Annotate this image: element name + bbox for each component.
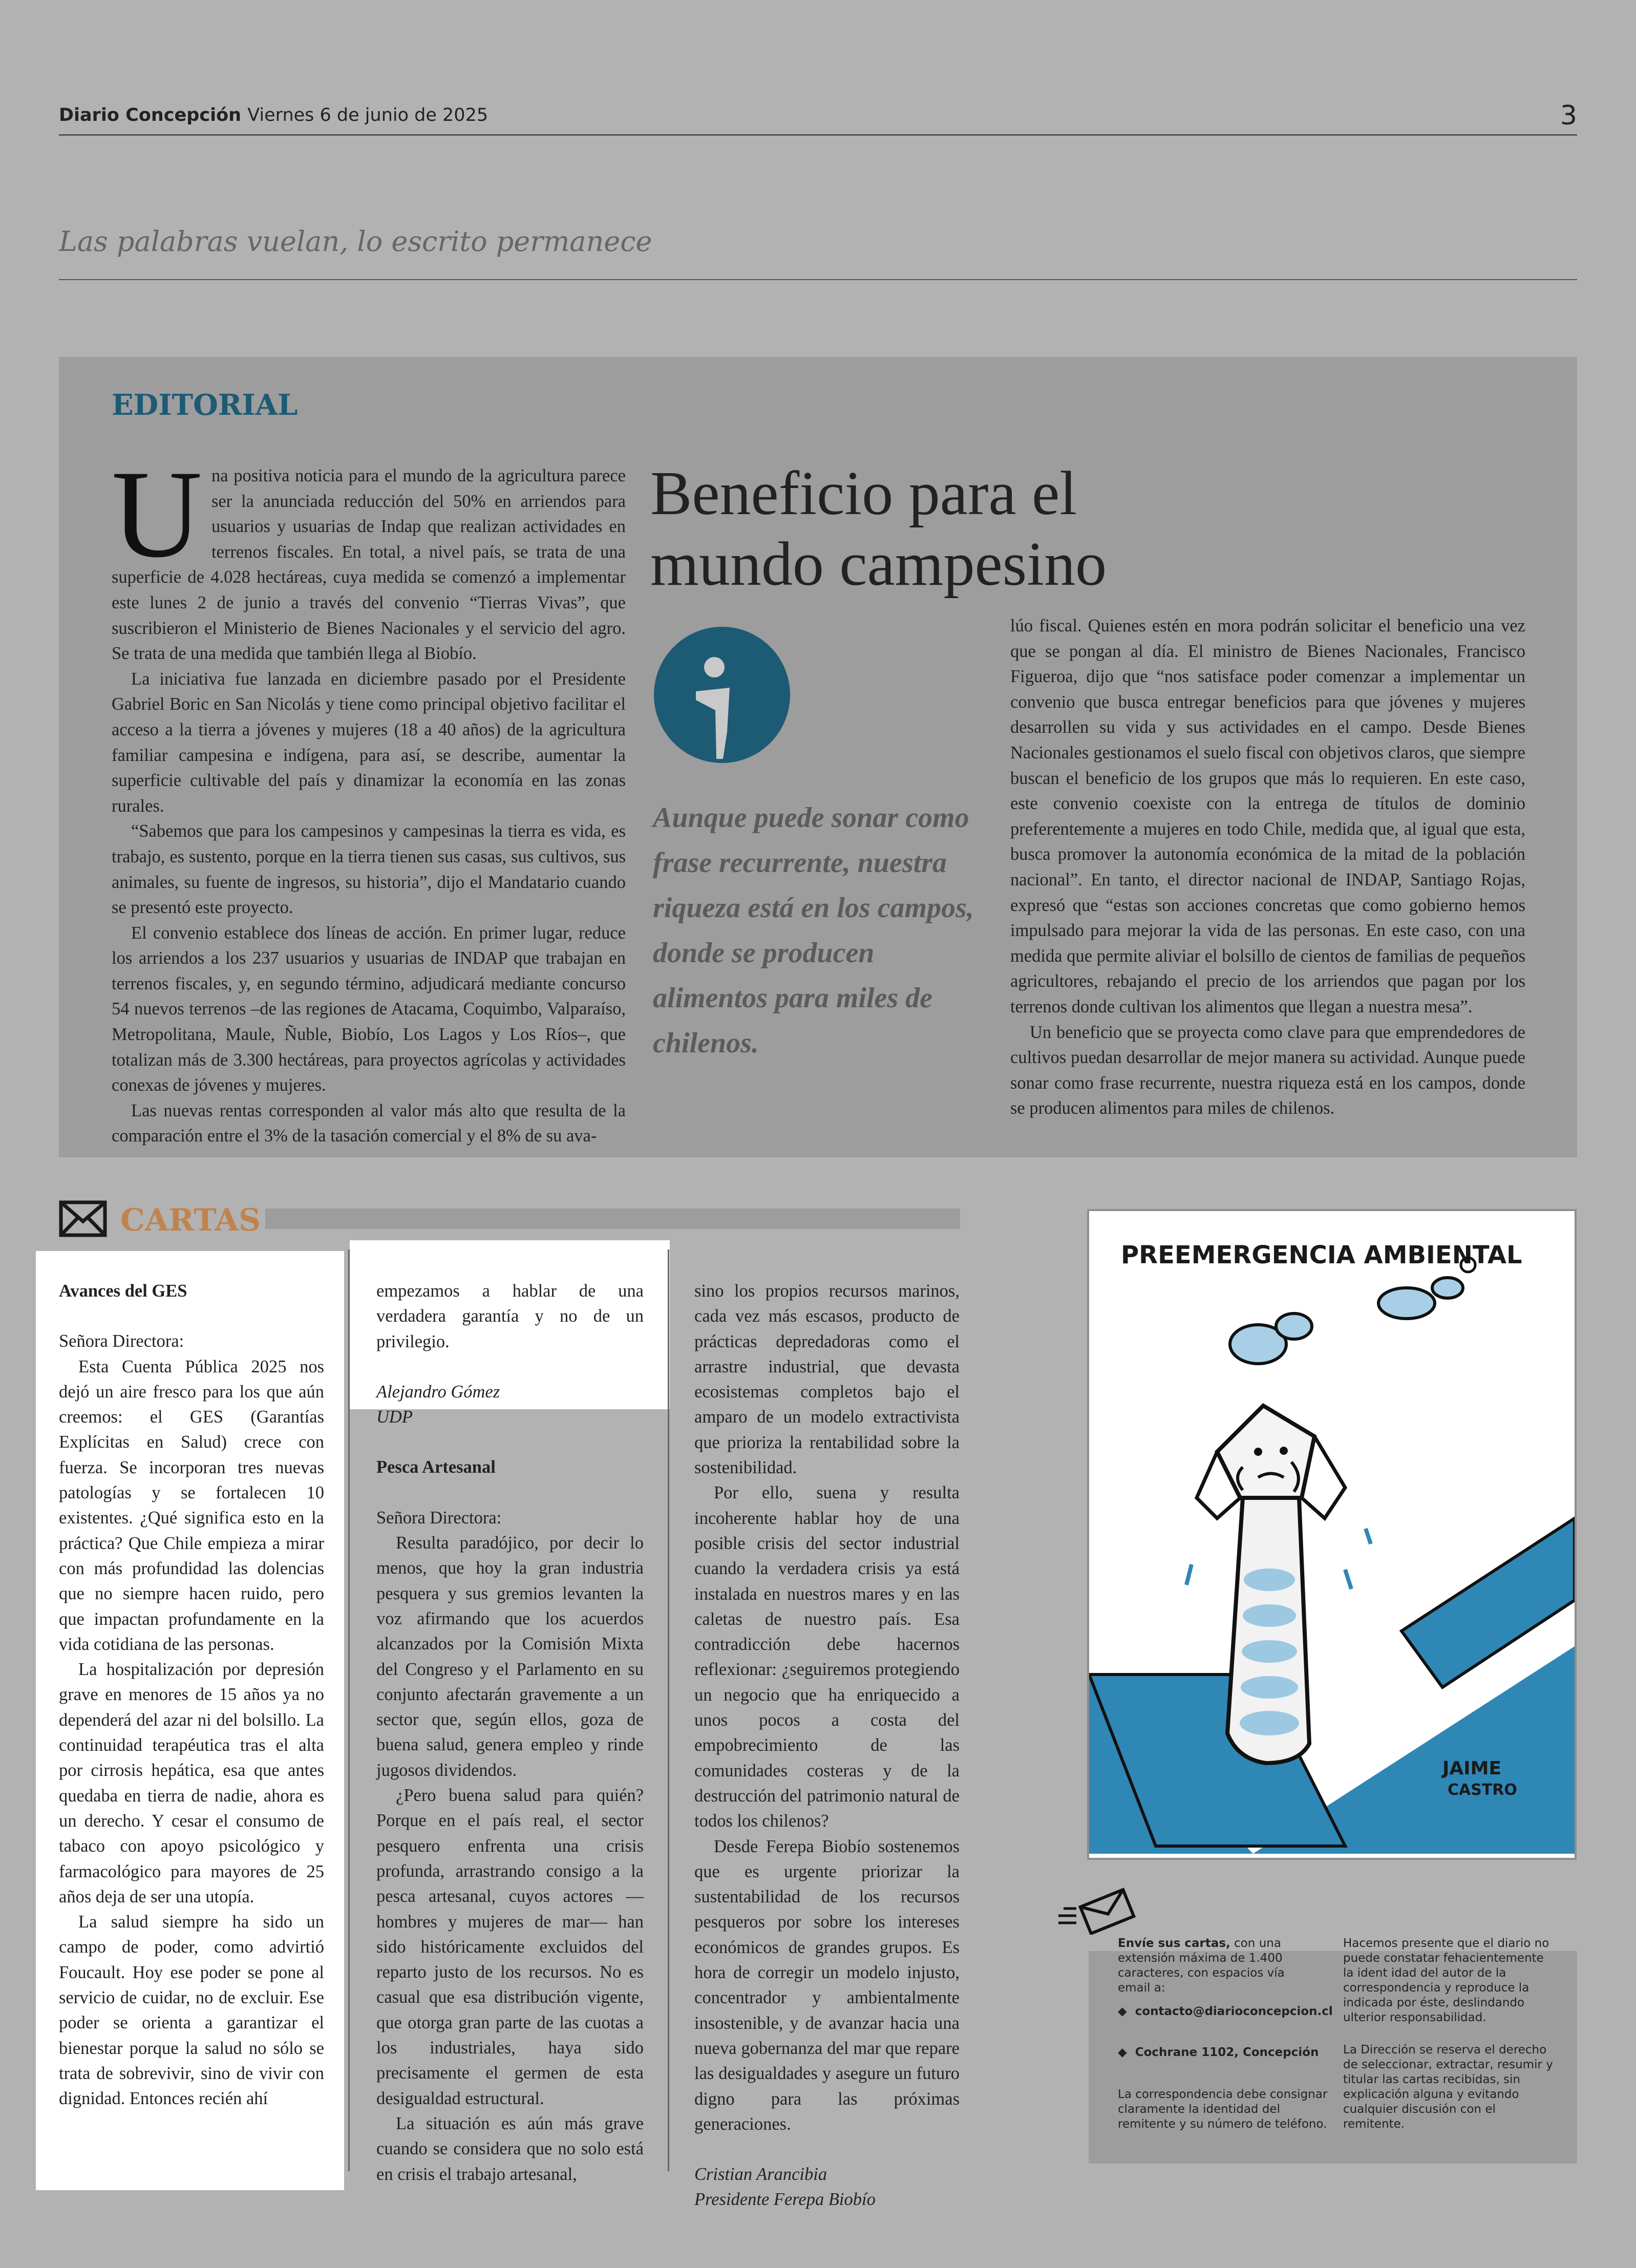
letter-ges bbox=[59, 1279, 324, 2112]
masthead bbox=[59, 105, 488, 125]
header-rule bbox=[59, 134, 1577, 136]
letter-signature-org: UDP bbox=[376, 1407, 413, 1427]
letter-column-2 bbox=[376, 1279, 644, 2187]
flying-envelope-icon bbox=[1056, 1886, 1138, 1935]
letter-salutation: Señora Directora: bbox=[376, 1508, 502, 1528]
editorial-paragraph: Las nuevas rentas corresponden al valor más alto que resulta de la comparación entre el 3% de la tasación comercial y el 8% de su ava- bbox=[112, 1100, 626, 1146]
letter-signature-name: Alejandro Gómez bbox=[376, 1382, 500, 1402]
editorial-label: EDITORIAL bbox=[112, 388, 298, 422]
editorial-cartoon bbox=[1087, 1209, 1577, 1860]
letter-paragraph: La salud siempre ha sido un campo de poder, como advirtió Foucault. Hoy ese poder se pone al servicio de cuidar, no de excluir. Ese poder se orienta a garantizar el bienestar porque la salud no sólo se trata de sobrevivir, sino de vivir con dignidad. Entonces recién ahí bbox=[59, 1912, 324, 2109]
letter-paragraph: Por ello, suena y resulta incoherente hablar hoy de una posible crisis del sector industrial cuando la verdadera crisis ya está instalada en nuestros mares y en las caletas de nuestro país. Esa contradicción debe hacernos reflexionar: ¿seguiremos protegiendo un negocio que ha enriquecido a unos pocos a costa del empobrecimiento de las comunidades costeras y de la destrucción del patrimonio natural de todos los chilenos? bbox=[694, 1483, 960, 1831]
instructions-text: con una extensión máxima de 1.400 caracteres, con espacios vía email a: bbox=[1118, 1937, 1285, 1995]
identity-note: La correspondencia debe consignar claramente la identidad del remitente y su número de teléfono. bbox=[1118, 2088, 1328, 2131]
contact-address: ◆ Cochrane 1102, Concepción bbox=[1118, 2046, 1319, 2059]
letter-signature-name: Cristian Arancibia bbox=[694, 2165, 827, 2185]
letter-column-3 bbox=[694, 1279, 960, 2213]
editorial-paragraph: Un beneficio que se proyecta como clave para que emprendedores de cultivos puedan desarrollar de mejor manera su actividad. Aunque puede sonar como frase recurrente, nuestra riqueza está en los campos, donde se producen alimentos para miles de chilenos. bbox=[1010, 1022, 1525, 1118]
letters-instructions bbox=[1118, 1936, 1318, 1996]
section-motto: Las palabras vuelan, lo escrito permanece bbox=[59, 225, 652, 258]
letter-salutation: Señora Directora: bbox=[59, 1331, 184, 1351]
cartoonist-signature: JAIME bbox=[1442, 1758, 1502, 1779]
info-icon bbox=[653, 623, 791, 767]
letter-signature-org: Presidente Ferepa Biobío bbox=[694, 2190, 876, 2210]
issue-date: Viernes 6 de junio de 2025 bbox=[247, 105, 488, 125]
column-divider bbox=[668, 1249, 669, 2171]
letter-title: Pesca Artesanal bbox=[376, 1457, 496, 1477]
contact-email[interactable]: ◆ contacto@diarioconcepcion.cl bbox=[1118, 2005, 1333, 2018]
letter-title: Avances del GES bbox=[59, 1281, 187, 1301]
letter-paragraph: La hospitalización por depresión grave en menores de 15 años ya no dependerá del azar ni del bolsillo. La continuidad terapéutica tras el alta por cirrosis hepática, esa que antes quedaba en tierra de nadie, ahora es un derecho. Y cesar el consumo de tabaco con apoyo psicológico y farmacológico para mayores de 25 años deja de ser una utopía. bbox=[59, 1660, 324, 1906]
motto-rule bbox=[59, 279, 1577, 280]
editorial-column-1 bbox=[112, 444, 626, 1149]
letter-paragraph: Resulta paradójico, por decir lo menos, que hoy la gran industria pesquera y sus gremios levanten la voz afirmando que los acuerdos alcanzados por la Comisión Mixta del Congreso y el Parlamento en su conjunto afectarán gravemente a un sector que, según ellos, goza de buena salud, genera empleo y rinde jugosos dividendos. bbox=[376, 1533, 644, 1780]
cartas-label: CARTAS bbox=[120, 1202, 261, 1238]
letter-paragraph: Desde Ferepa Biobío sostenemos que es urgente priorizar la sustentabilidad de los recursos pesqueros por sobre los intereses económicos de grandes grupos. Es hora de corregir un modelo injusto, concentrador y ambientalmente insostenible, y de avanzar hacia una nueva gobernanza del mar que repare las desigualdades y asegure un futuro digno para las próximas generaciones. bbox=[694, 1836, 960, 2134]
editorial-paragraph: El convenio establece dos líneas de acción. En primer lugar, reduce los arriendos a los 237 usuarios y usuarias de INDAP que trabajan en terrenos fiscales, y, en segundo término, adjudicará mediante concurso 54 nuevos terrenos –de las regiones de Atacama, Coquimbo, Valparaíso, Metropolitana, Maule, Ñuble, Biobío, Los Lagos y Los Ríos–, que totalizan más de 3.300 hectáreas, para proyectos agrícolas y actividades conexas de jóvenes y mujeres. bbox=[112, 923, 626, 1095]
editorial-paragraph: lúo fiscal. Quienes estén en mora podrán solicitar el beneficio una vez que se pongan al día. El ministro de Bienes Nacionales, Francisco Figueroa, dijo que “nos satisface poder comenzar a implementar un convenio que busca entregar beneficios para que jóvenes y mujeres desarrollen su vida y sus actividades en el campo. Desde Bienes Nacionales gestionamos el suelo fiscal con objetivos claros, que siempre buscan el beneficio de los grupos que más lo requieren. En este caso, este convenio coexiste con la entrega de títulos de dominio preferentemente a mujeres en todo Chile, medida que, al igual que esta, busca promover la autonomía económica de la mitad de la población nacional”. En tanto, el director nacional de INDAP, Santiago Rojas, expresó que “estas son acciones concretas que como gobierno hemos impulsado para mejorar la vida de las personas. En este caso, con una medida que permite aliviar el bolsillo de cientos de familias de pequeños agricultores, rebajando el precio de los arriendos que pagan por los terrenos donde cultivan los alimentos que llegan a nuestra mesa”. bbox=[1010, 616, 1525, 1016]
cartoon-title: PREEMERGENCIA AMBIENTAL bbox=[1121, 1241, 1522, 1269]
disclaimer-note: Hacemos presente que el diario no puede constatar fehacientemente la ident idad del autor de la correspondencia y reproduce la indicada por éste, deslindando ulterior responsabilidad. bbox=[1343, 1937, 1549, 2024]
editorial-column-3 bbox=[1010, 613, 1525, 1121]
editorial-paragraph: La iniciativa fue lanzada en diciembre pasado por el Presidente Gabriel Boric en San Nicolás y tiene como principal objetivo facilitar el acceso a la tierra a jóvenes y mujeres (18 a 40 años) de la agricultura familiar campesina e indígena, para así, se describe, aumentar la superficie cultivable del país y dinamizar la economía en las zonas rurales. bbox=[112, 669, 626, 816]
editorial-paragraph: “Sabemos que para los campesinos y campesinas la tierra es vida, es trabajo, es sustento, porque en la tierra tienen sus casas, sus cultivos, sus animales, su fuente de ingresos, su historia”, dijo el Mandatario cuando se presentó este proyecto. bbox=[112, 821, 626, 918]
editorial-rights-note: La Dirección se reserva el derecho de seleccionar, extractar, resumir y titular las cartas recibidas, sin explicación alguna y evitando cualquier discusión con el remitente. bbox=[1343, 2043, 1553, 2131]
column-divider bbox=[348, 1249, 350, 2171]
envelope-icon bbox=[59, 1200, 108, 1238]
paper-name: Diario Concepción bbox=[59, 105, 242, 125]
editorial-paragraph: Una positiva noticia para el mundo de la agricultura parece ser la anunciada reducción del 50% en arriendos para usuarios y usuarias de Indap que realizan actividades en terrenos fiscales. En total, a nivel país, se trata de una superficie de 4.028 hectáreas, cuya medida se comenzó a implementar este lunes 2 de junio a través del convenio “Tierras Vivas”, que suscribieron el Ministerio de Bienes Nacionales y el servicio del agro. Se trata de una medida que también llega al Biobío. bbox=[112, 444, 626, 664]
drop-cap: U bbox=[112, 444, 202, 583]
editorial-headline: Beneficio para el mundo campesino bbox=[650, 459, 1107, 599]
letter-paragraph: sino los propios recursos marinos, cada vez más escasos, producto de prácticas depredadoras como el arrastre industrial, que devasta ecosistemas completos bajo el amparo de un modelo extractivista que prioriza la rentabilidad sobre la sostenibilidad. bbox=[694, 1281, 960, 1478]
letter-continuation: empezamos a hablar de una verdadera garantía y no de un privilegio. bbox=[376, 1281, 644, 1351]
letter-paragraph: La situación es aún más grave cuando se considera que no solo está en crisis el trabajo artesanal, bbox=[376, 2113, 644, 2184]
pull-quote: Aunque puede sonar como frase recurrente, nuestra riqueza está en los campos, donde se producen alimentos para miles de chilenos. bbox=[653, 802, 974, 1059]
letter-paragraph: Esta Cuenta Pública 2025 nos dejó un aire fresco para los que aún creemos: el GES (Garantías Explícitas en Salud) crece con fuerza. Se incorporan tres nuevas patologías y se fortalecen 10 existentes. ¿Qué significa esto en la práctica? Que Chile empieza a mirar con más profundidad las dolencias que no siempre hacen ruido, pero que impactan profundamente en la vida cotidiana de las personas. bbox=[59, 1356, 324, 1654]
instructions-lead: Envíe sus cartas, bbox=[1118, 1937, 1230, 1950]
page-number: 3 bbox=[1560, 100, 1577, 131]
letter-paragraph: ¿Pero buena salud para quién? Porque en el país real, el sector pesquero enfrenta una crisis profunda, arrastrando consigo a la pesca artesanal, cuyos actores —hombres y mujeres de mar— han sido históricamente excluidos del reparto justo de los recursos. No es casual que esa distribución vigente, que otorga gran parte de las cuotas a los industriales, haya sido precisamente el germen de esta desigualdad estructural. bbox=[376, 1786, 644, 2108]
cartoonist-signature: CASTRO bbox=[1448, 1781, 1517, 1799]
cartas-bar bbox=[265, 1209, 960, 1229]
